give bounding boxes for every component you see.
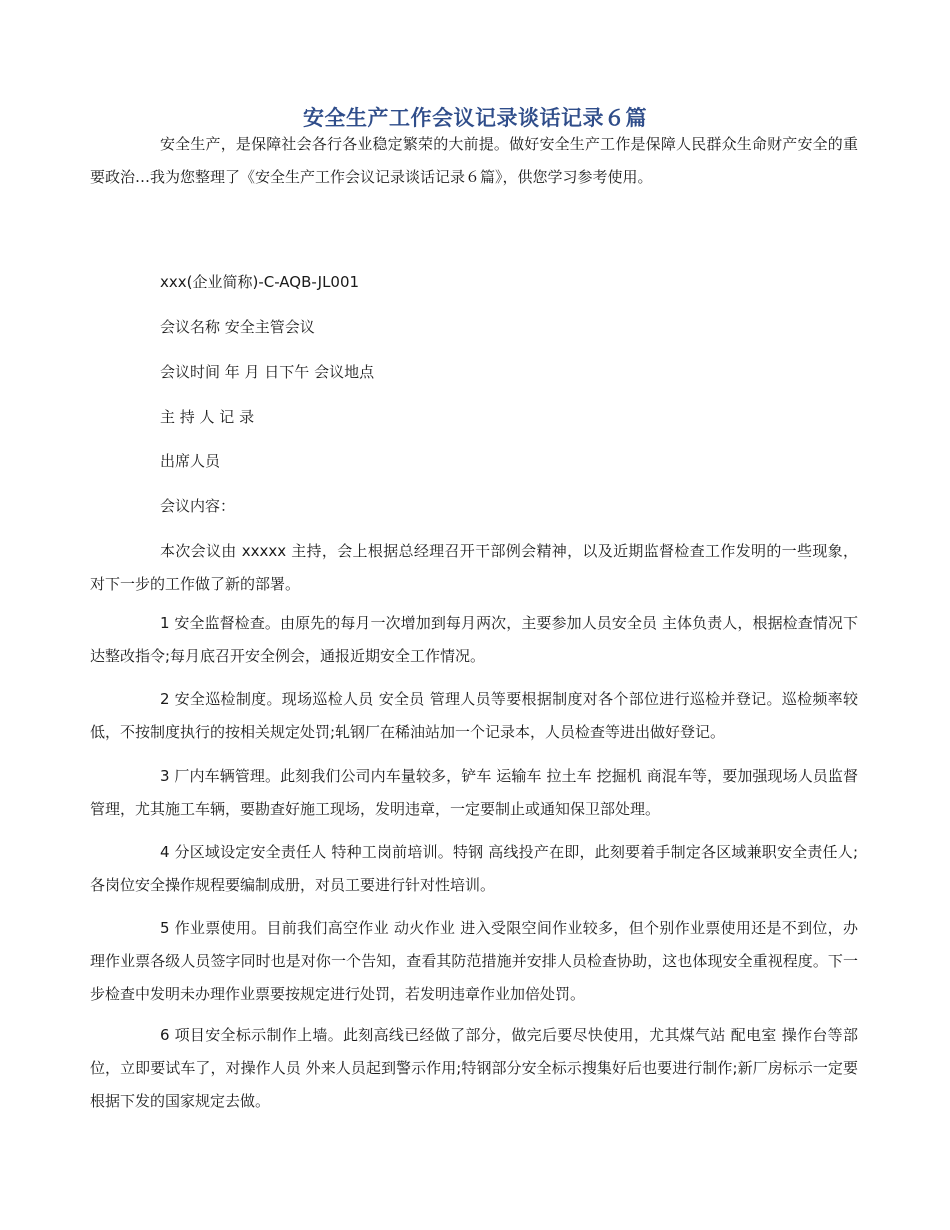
document-title: 安全生产工作会议记录谈话记录６篇 <box>303 106 647 130</box>
list-item: 4 分区域设定安全责任人 特种工岗前培训。特钢 高线投产在即，此刻要着手制定各区域兼职安全责任人;各岗位安全操作规程要编制成册，对员工要进行针对性培训。 <box>90 843 858 894</box>
list-item: 2 安全巡检制度。现场巡检人员 安全员 管理人员等要根据制度对各个部位进行巡检并登记。巡检频率较低，不按制度执行的按相关规定处罚;轧钢厂在稀油站加一个记录本，人员检查等进出做好登记。 <box>90 690 858 741</box>
meeting-name: 会议名称 安全主管会议 <box>160 318 315 336</box>
meeting-summary: 本次会议由 xxxxx 主持，会上根据总经理召开干部例会精神，以及近期监督检查工作发明的一些现象，对下一步的工作做了新的部署。 <box>90 542 858 593</box>
list-item: 3 厂内车辆管理。此刻我们公司内车量较多，铲车 运输车 拉土车 挖掘机 商混车等，要加强现场人员监督管理，尤其施工车辆，要勘查好施工现场，发明违章，一定要制止或通知保卫部处理。 <box>90 767 858 818</box>
meeting-time: 会议时间 年 月 日下午 会议地点 <box>160 363 375 381</box>
record-code: xxx(企业简称)-C-AQB-JL001 <box>160 273 360 291</box>
meeting-content-label: 会议内容： <box>160 497 236 515</box>
intro-paragraph: 安全生产，是保障社会各行各业稳定繁荣的大前提。做好安全生产工作是保障人民群众生命财产安全的重要政治…我为您整理了《安全生产工作会议记录谈话记录６篇》，供您学习参考使用。 <box>90 135 858 186</box>
meeting-host: 主 持 人 记 录 <box>160 408 255 426</box>
meeting-attendees: 出席人员 <box>160 452 221 470</box>
list-item: 1 安全监督检查。由原先的每月一次增加到每月两次，主要参加人员安全员 主体负责人，根据检查情况下达整改指令;每月底召开安全例会，通报近期安全工作情况。 <box>90 614 858 665</box>
list-item: 6 项目安全标示制作上墙。此刻高线已经做了部分，做完后要尽快使用，尤其煤气站 配电室 操作台等部位，立即要试车了，对操作人员 外来人员起到警示作用;特钢部分安全标示搜集好后也要进行制作;新厂房标示一定要根据下发的国家规定去做。 <box>90 1026 858 1110</box>
list-item: 5 作业票使用。目前我们高空作业 动火作业 进入受限空间作业较多，但个别作业票使用还是不到位，办理作业票各级人员签字同时也是对你一个告知，查看其防范措施并安排人员检查协助，这也体现安全重视程度。下一步检查中发明未办理作业票要按规定进行处罚，若发明违章作业加倍处罚。 <box>90 919 858 1003</box>
